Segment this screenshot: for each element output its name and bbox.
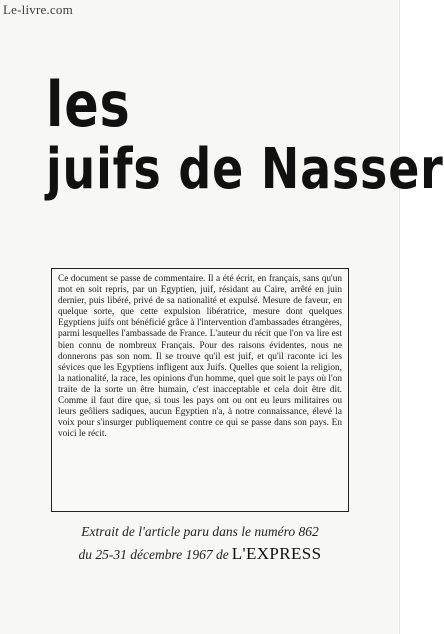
publication-name: L'EXPRESS bbox=[231, 544, 322, 563]
source-line-1: Extrait de l'article paru dans le numéro 862 bbox=[81, 524, 319, 539]
commentary-text: Ce document se passe de commentaire. Il a été écrit, en français, sans qu'un mot en soit repris, par un Egyptien, juif, résidant au Caire, arrêté en juin dernier, puis libéré, privé de sa nationalité et expulsé. Mesure de faveur, en quelque sorte, que cette expulsion libératrice, mesure dont quelques Egyptiens juifs ont bénéficié grâce à l'intervention d'ambassades étrangères, parmi lesquelles l'ambassade de France. L'auteur du récit que l'on va lire est bien connu de nombreux Français. Pour des raisons évidentes, nous ne donnerons pas son nom. Il se trouve qu'il est juif, et qu'il raconte ici les sévices que les Egyptiens infligent aux Juifs. Quelles que soient la religion, la nationalité, la race, les opinions d'un homme, quel que soit le pays où l'on traite de la sorte un être humain, c'est inacceptable et cela doit être dit. Comme il faut dire que, si tous les pays ont ou ont eu leurs militaires ou leurs geôliers sadiques, aucun Egyptien n'a, à notre connaissance, élevé la voix pour s'insurger publiquement contre ce qui se passe dans son pays. En voici le récit. bbox=[58, 274, 342, 440]
title-line-1: les bbox=[46, 68, 131, 141]
commentary-box bbox=[51, 268, 349, 512]
source-date: du 25-31 décembre 1967 de bbox=[78, 547, 229, 562]
watermark: Le-livre.com bbox=[3, 2, 73, 17]
title-line-2: juifs de Nasser bbox=[46, 137, 444, 202]
source-line-2 bbox=[40, 544, 360, 564]
